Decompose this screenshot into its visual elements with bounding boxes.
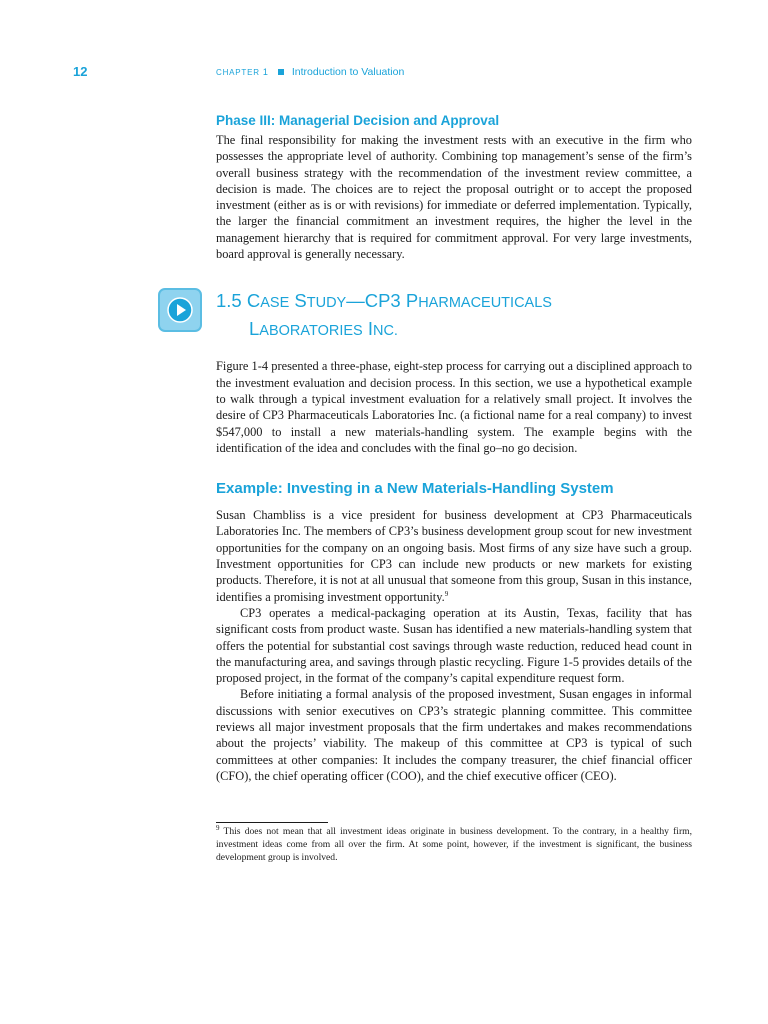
running-head [216,66,404,78]
page-number: 12 [73,64,88,79]
section-intro-paragraph: Figure 1-4 presented a three-phase, eight-step process for carrying out a disciplined approach to the investment evaluation and decision process. In this section, we use a hypothetical example to walk through a typical investment evaluation for a relatively small project. It involves the desire of CP3 Pharmaceuticals Laboratories Inc. (a fictional name for a real company) to invest $547,000 to install a new materials-handling system. The example begins with the identification of the idea and concludes with the final go–no go decision. [216,359,692,455]
example-paragraph-3: Before initiating a formal analysis of the proposed investment, Susan engages in informal discussions with senior executives on CP3’s strategic planning committee. This committee reviews all major investment proposals that the firm undertakes and makes recommendations about the projects’ viability. The makeup of this committee at CP3 is typical of such committees at other companies: It includes the company treasurer, the chief financial officer (CFO), the chief operating officer (COO), and the chief executive officer (CEO). [216,687,692,783]
section-title-word-study: STUDY [294,290,347,312]
footnote: $^9$ This does not mean that all investment ideas originate in business development. To the contrary, in a healthy firm, investment ideas come from all over the firm. At some point, however, if the investment is significant, the business development group is involved. [216,824,692,864]
phase3-heading: Phase III: Managerial Decision and Approval [216,113,500,128]
chapter-label: CHAPTER [216,67,260,77]
section-title-word-case: CASE [246,290,290,312]
example-paragraph-1: Susan Chambliss is a vice president for business development at CP3 Pharmaceuticals Laboratories Inc. The members of CP3’s business development group scout for new investment opportunities for the company on an ongoing basis. Most firms of any size have such a group. Investment opportunities for CP3 can include new products or new markets for existing products. Therefore, it is not at all unusual that someone from this group, Susan in this instance, identifies a promising investment opportunity.$^9$ [216,508,692,604]
chapter-title: Introduction to Valuation [291,66,405,78]
chapter-number: 1 [262,67,268,77]
section-title-dash: — [346,290,365,312]
square-bullet-icon [278,69,284,75]
footnote-number: 9 [216,824,220,833]
phase3-paragraph: The final responsibility for making the investment rests with an executive in the firm who possesses the appropriate level of authority. Combining top management’s sense of the firm’s overall business strategy with the recommendation of the investment review committee, a decision is made. The choices are to reject the proposal outright or to accept the proposed investment (either as is or with revisions) for immediate or deferred implementation. Typically, the larger the financial commitment an investment requires, the higher the level in the management hierarchy that is required for commitment approval. For very large investments, board approval is generally necessary. [216,133,692,262]
section-title-word-pharmaceuticals: PHARMACEUTICALS [405,290,552,312]
section-title-line2: LABORATORIES INC. [249,318,398,340]
example-paragraph-2: CP3 operates a medical-packaging operation at its Austin, Texas, facility that has significant costs from product waste. Susan has identified a new materials-handling system that offers the potential for substantial cost savings through waste reduction, reduced head count in the manufacturing area, and savings through plastic recycling. Figure 1-5 provides details of the proposed project, in the format of the company’s capital expenditure request form. [216,605,692,686]
page-body [216,112,692,864]
section-title-cp3: CP3 [364,290,401,312]
footnote-reference[interactable]: 9 [444,589,449,598]
example-heading: Example: Investing in a New Materials-Handling System [216,480,614,498]
section-heading [216,288,692,344]
play-circle-icon [167,297,193,323]
section-number: 1.5 [216,290,242,312]
footnote-divider [216,822,328,823]
play-video-icon[interactable] [158,288,202,332]
